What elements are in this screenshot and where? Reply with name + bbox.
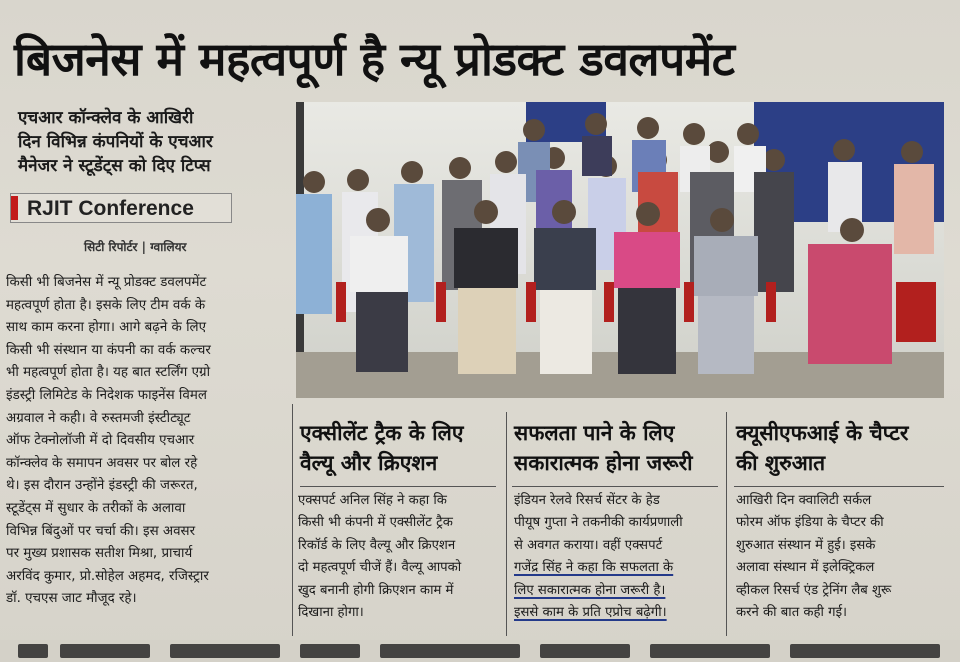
rule bbox=[512, 486, 718, 487]
deck bbox=[18, 106, 288, 178]
deck-line: मैनेजर ने स्टूडेंट्स को दिए टिप्स bbox=[18, 156, 211, 176]
subhead-line: वैल्यू और क्रिएशन bbox=[300, 451, 438, 475]
body-line: दिखाना होगा। bbox=[298, 605, 364, 621]
rule bbox=[734, 486, 944, 487]
body-line: कॉन्क्लेव के समापन अवसर पर बोल रहे bbox=[6, 455, 198, 471]
body-line: महत्वपूर्ण होता है। इसके लिए टीम वर्क के bbox=[6, 297, 206, 313]
byline: सिटी रिपोर्टर | ग्वालियर bbox=[84, 240, 187, 254]
subarticle-3-body bbox=[736, 490, 950, 624]
body-line: थे। इस दौरान उन्होंने इंडस्ट्री की जरूरत, bbox=[6, 478, 198, 494]
subhead-1 bbox=[300, 418, 463, 478]
body-line: करने की बात कही गई। bbox=[736, 605, 848, 621]
subhead-line: सफलता पाने के लिए bbox=[514, 421, 675, 445]
body-line: किसी भी कंपनी में एक्सीलेंट ट्रैक bbox=[298, 515, 453, 531]
column-divider bbox=[292, 404, 293, 636]
body-line-underlined: लिए सकारात्मक होना जरूरी है। bbox=[514, 582, 666, 598]
group-photo bbox=[296, 102, 944, 398]
body-line: भी महत्वपूर्ण होता है। यह बात स्टर्लिंग एग्रो bbox=[6, 365, 211, 381]
main-article-body bbox=[6, 272, 288, 611]
subarticle-1-body bbox=[298, 490, 502, 624]
body-line: व्हीकल रिसर्च एंड ट्रेनिंग लैब शुरू bbox=[736, 582, 892, 598]
body-line: रिकॉर्ड के लिए वैल्यू और क्रिएशन bbox=[298, 537, 456, 553]
body-line: एक्सपर्ट अनिल सिंह ने कहा कि bbox=[298, 493, 447, 508]
deck-line: एचआर कॉन्क्लेव के आखिरी bbox=[18, 108, 194, 128]
section-tag bbox=[10, 193, 232, 223]
tag-label: RJIT Conference bbox=[27, 197, 194, 220]
body-line-underlined: इससे काम के प्रति एप्रोच बढ़ेगी। bbox=[514, 605, 667, 621]
body-line: फोरम ऑफ इंडिया के चैप्टर की bbox=[736, 515, 884, 531]
subhead-2 bbox=[514, 418, 693, 478]
subhead-3 bbox=[736, 418, 908, 478]
subhead-line: एक्सीलेंट ट्रैक के लिए bbox=[300, 421, 464, 445]
body-line: इंडियन रेलवे रिसर्च सेंटर के हेड bbox=[514, 493, 660, 508]
body-line: ऑफ टेक्नोलॉजी में दो दिवसीय एचआर bbox=[6, 433, 195, 449]
body-line: आखिरी दिन क्वालिटी सर्कल bbox=[736, 493, 872, 508]
subarticle-2-body bbox=[514, 490, 722, 624]
rule bbox=[300, 486, 496, 487]
body-line: पर मुख्य प्रशासक सतीश मिश्रा, प्राचार्य bbox=[6, 546, 193, 562]
body-line: शुरुआत संस्थान में हुई। इसके bbox=[736, 537, 876, 553]
cropped-next-headline bbox=[0, 640, 960, 662]
body-line: किसी भी संस्थान या कंपनी का वर्क कल्चर bbox=[6, 342, 211, 358]
subhead-line: की शुरुआत bbox=[736, 451, 826, 475]
column-divider bbox=[726, 412, 727, 636]
body-line: इंडस्ट्री लिमिटेड के निदेशक फाइनेंस विमल bbox=[6, 387, 207, 403]
body-line: पीयूष गुप्ता ने तकनीकी कार्यप्रणाली bbox=[514, 515, 683, 531]
body-line-underlined: गजेंद्र सिंह ने कहा कि सफलता के bbox=[514, 560, 674, 576]
body-line: डॉ. एचएस जाट मौजूद रहे। bbox=[6, 591, 137, 607]
body-line: किसी भी बिजनेस में न्यू प्रोडक्ट डवलपमेंट bbox=[6, 275, 207, 290]
body-line: साथ काम करना होगा। आगे बढ़ने के लिए bbox=[6, 320, 207, 336]
subhead-line: सकारात्मक होना जरूरी bbox=[514, 451, 693, 475]
column-divider bbox=[506, 412, 507, 636]
tag-bar bbox=[11, 196, 18, 220]
headline: बिजनेस में महत्वपूर्ण है न्यू प्रोडक्ट डवलपमेंट bbox=[14, 32, 735, 86]
body-line: खुद बनानी होगी क्रिएशन काम में bbox=[298, 582, 454, 598]
subhead-line: क्यूसीएफआई के चैप्टर bbox=[736, 421, 909, 445]
body-line: दो महत्वपूर्ण चीजें हैं। वैल्यू आपको bbox=[298, 560, 462, 576]
body-line: स्टूडेंट्स में सुधार के तरीकों के अलावा bbox=[6, 500, 186, 516]
body-line: अग्रवाल ने कही। वे रुस्तमजी इंस्टीट्यूट bbox=[6, 410, 191, 426]
body-line: विभिन्न बिंदुओं पर चर्चा की। इस अवसर bbox=[6, 523, 196, 539]
deck-line: दिन विभिन्न कंपनियों के एचआर bbox=[18, 132, 213, 152]
body-line: से अवगत कराया। वहीं एक्सपर्ट bbox=[514, 537, 663, 553]
body-line: अलावा संस्थान में इलेक्ट्रिकल bbox=[736, 560, 875, 576]
body-line: अरविंद कुमार, प्रो.सोहेल अहमद, रजिस्ट्रार bbox=[6, 568, 209, 584]
